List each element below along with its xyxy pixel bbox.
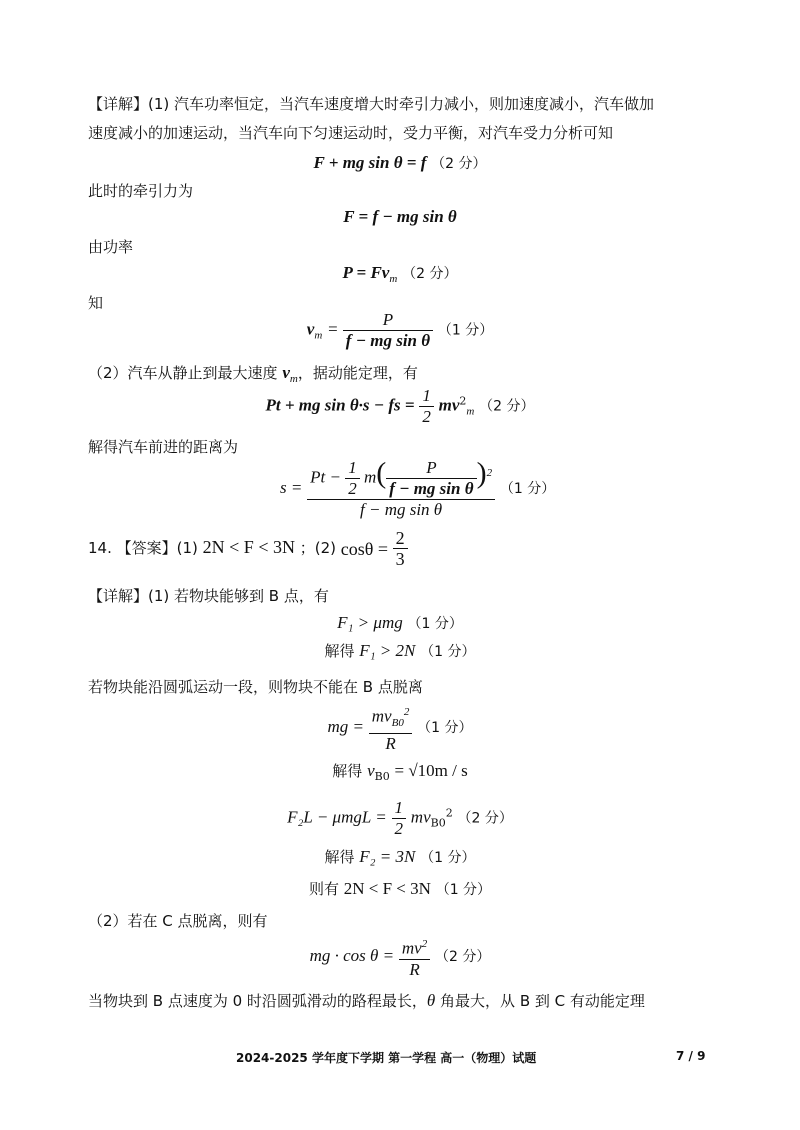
equation-distance: s = Pt − $\frac{1}{2}$ m( $\frac{P}{\text{f − mg sin θ}}$ )$^2$ f − mg sin θ （1 分） — [280, 456, 556, 519]
equation-vb0: 解得 $v_{B0} = √10m / s$ — [332, 761, 468, 783]
part2-intro: （2）汽车从静止到最大速度 $v_m$，据动能定理，有 — [88, 363, 418, 385]
answer-14: 14. 【答案】(1) 2N < F < 3N ；(2) cosθ = $\frac{2}{3}$ — [88, 528, 408, 569]
text-arc-motion: 若物块能沿圆弧运动一段，则物块不能在 B 点脱离 — [88, 678, 423, 696]
equation-range-result: 则有 2N < F < 3N （1 分） — [308, 879, 492, 898]
page-number: 7 / 9 — [676, 1049, 706, 1063]
equation-force-balance: F + mg sin θ = f （2 分） — [313, 153, 487, 172]
equation-max-velocity: $v_m$ = $\frac{P}{\text{f − mg sin θ}}$ （1 分） — [306, 310, 494, 350]
text-last-line: 当物块到 B 点速度为 0 时沿圆弧滑动的路程最长，θ 角最大，从 B 到 C 有动能定理 — [88, 991, 645, 1010]
equation-traction: F = f − mg sin θ — [343, 207, 457, 226]
footer-title: 2024-2025 学年度下学期 第一学程 高一（物理）试题 — [236, 1051, 537, 1065]
equation-f2-result: 解得 F₂ = 3N （1 分） — [324, 847, 476, 866]
text-know: 知 — [88, 294, 104, 312]
equation-kinetic-energy: Pt + mg sin θ·s − fs = $\frac{1}{2}$ $mv^2_m$ （2 分） — [265, 386, 535, 426]
text-distance: 解得汽车前进的距离为 — [88, 438, 239, 456]
equation-centripetal-c: mg · cos θ = $\frac{mv^2}{R}$ （2 分） — [0, 934, 800, 980]
detail-line-1: 【详解】(1) 汽车功率恒定，当汽车速度增大时牵引力减小，则加速度减小，汽车做加 — [88, 95, 655, 113]
equation-friction: F₁ > μmg （1 分） — [337, 613, 463, 632]
text-traction-force: 此时的牵引力为 — [88, 182, 194, 200]
equation-work-energy: F₂L − μmgL = $\frac{1}{2}$ $mv_{B0}^2$ （2 分） — [287, 798, 513, 838]
detail-line-2: 速度减小的加速运动，当汽车向下匀速运动时，受力平衡，对汽车受力分析可知 — [88, 124, 614, 142]
equation-f1-result: 解得 F₁ > 2N （1 分） — [324, 641, 476, 660]
equation-power: $P = Fv_m$ （2 分） — [342, 263, 458, 285]
detail2-intro: 【详解】(1) 若物块能够到 B 点，有 — [88, 587, 329, 605]
equation-centripetal-b: mg = $\frac{mv_{B0}^2}{R}$ （1 分） — [0, 702, 800, 754]
text-power: 由功率 — [88, 238, 134, 256]
part2-detach-c: （2）若在 C 点脱离，则有 — [88, 912, 268, 930]
